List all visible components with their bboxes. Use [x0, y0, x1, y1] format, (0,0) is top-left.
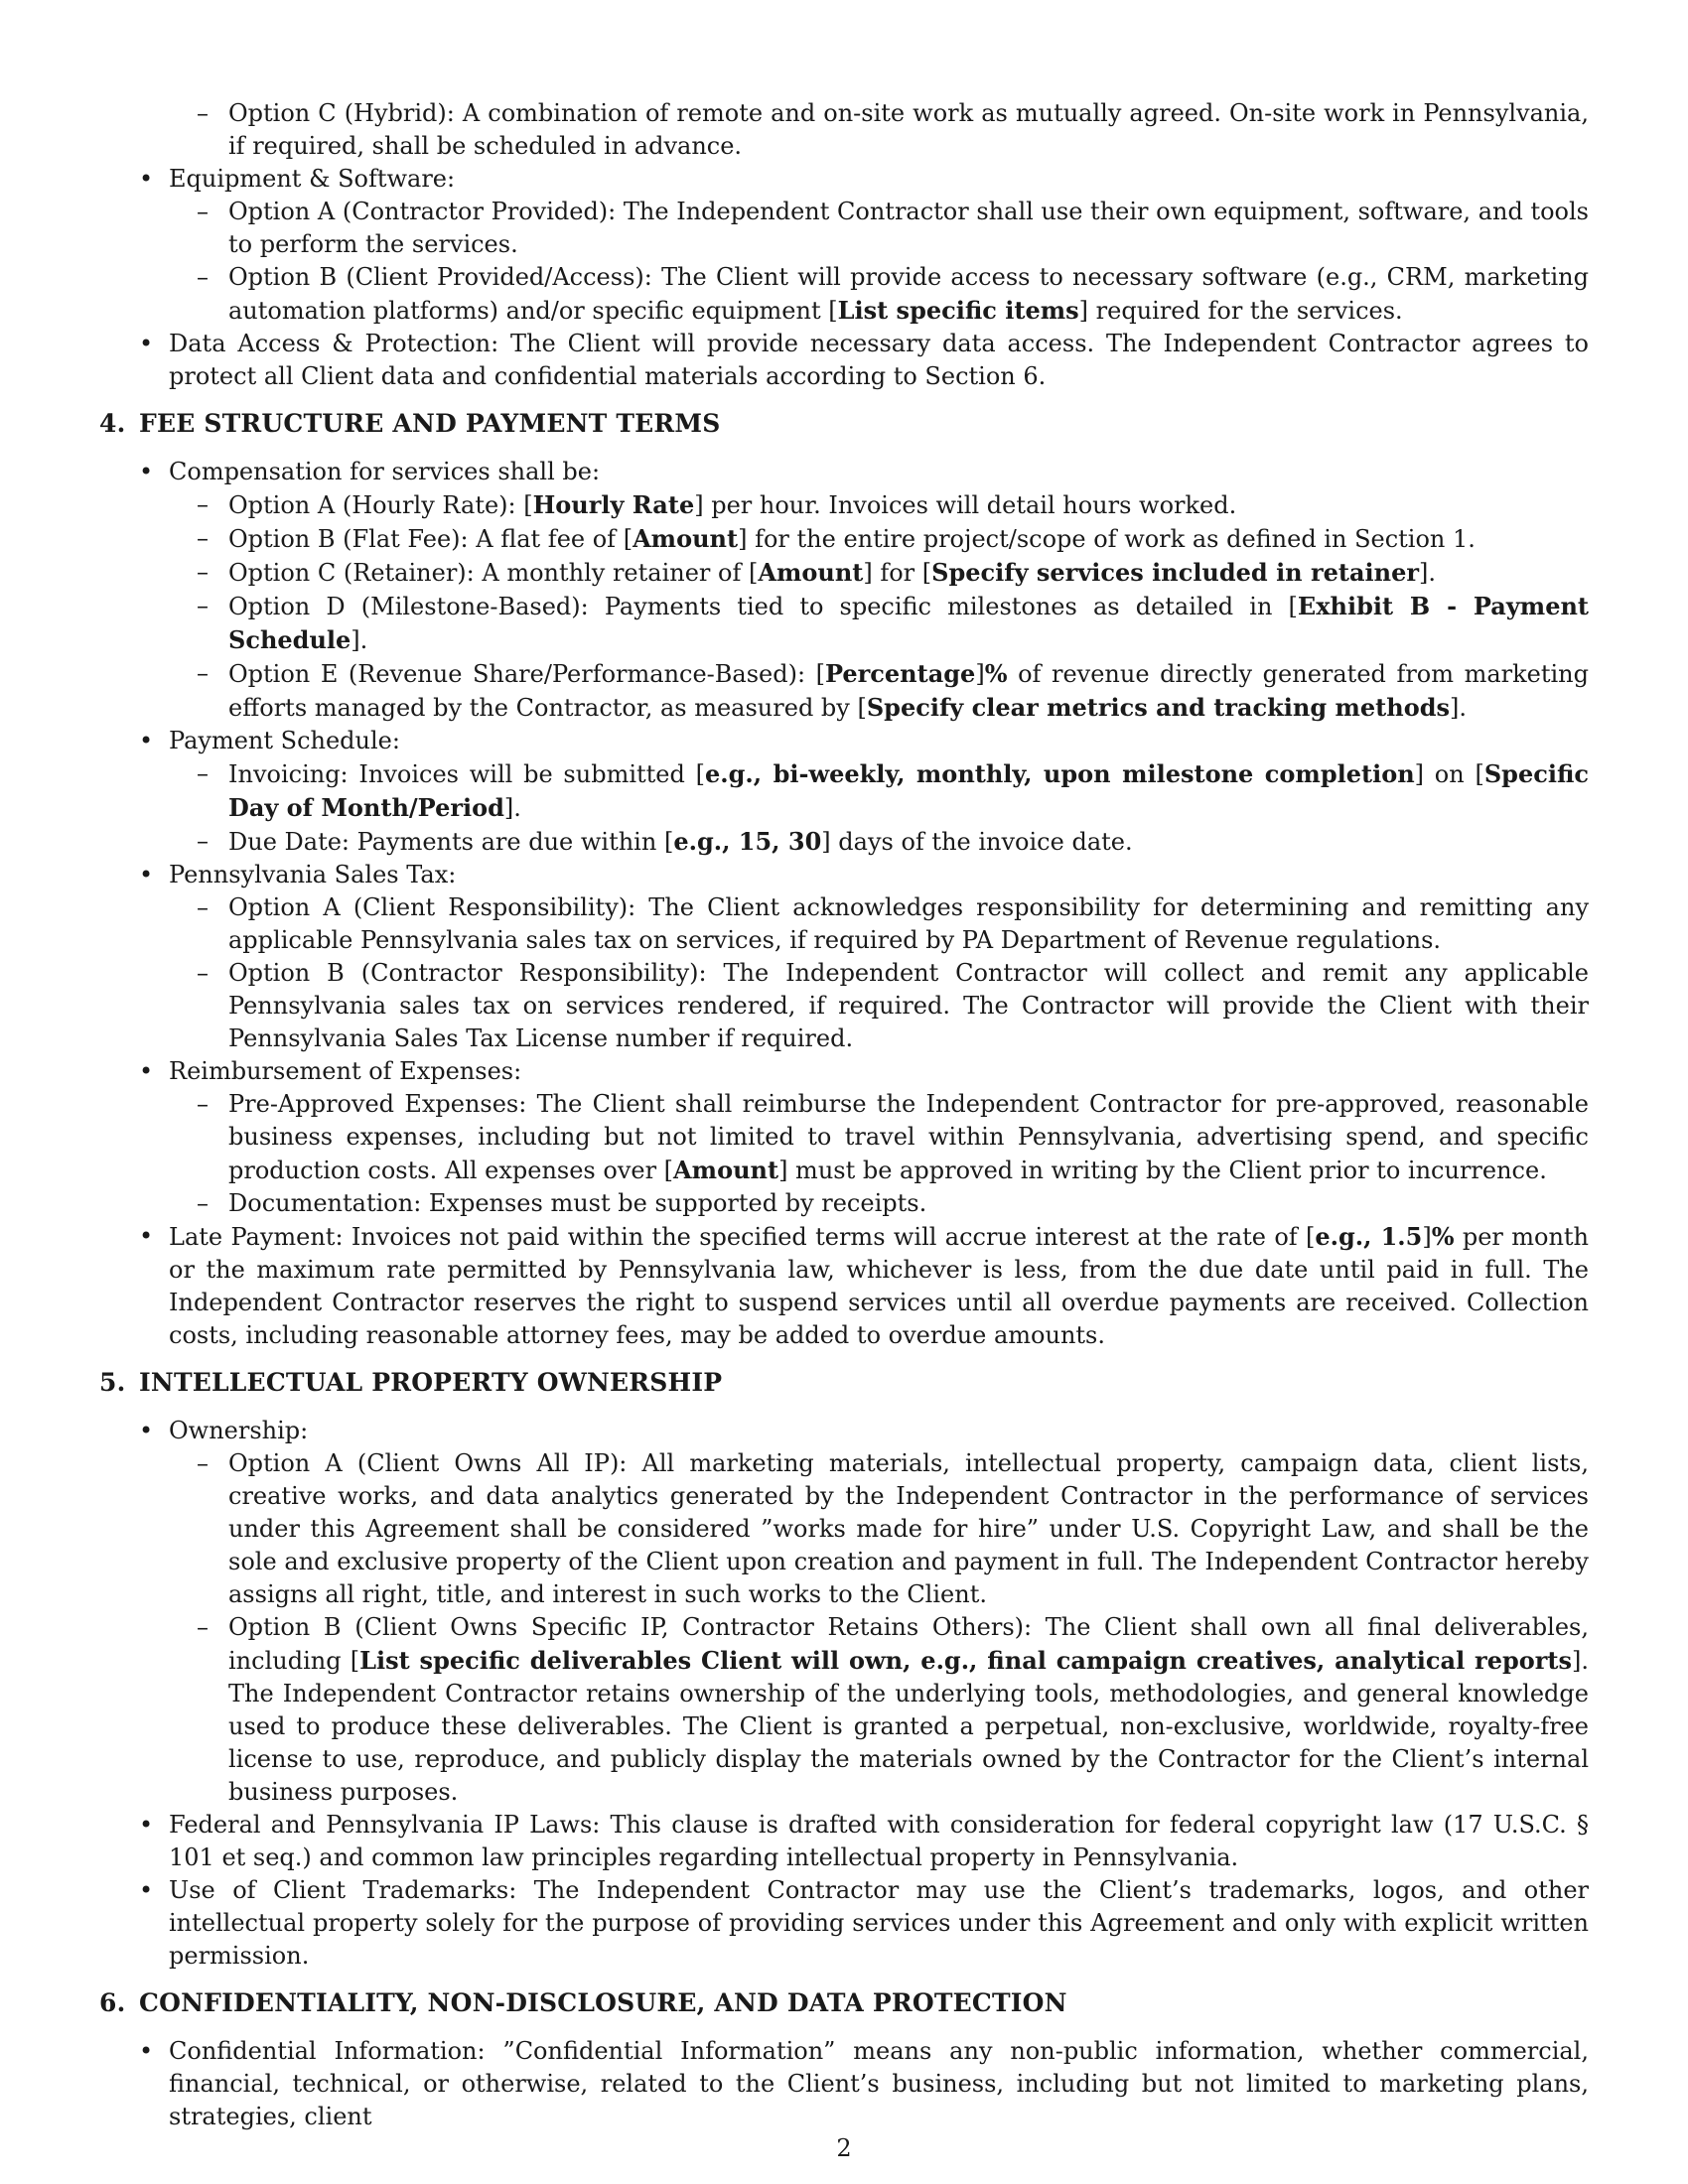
- late-payment-tail: per month or the maximum rate permitted by Pennsylvania law, whichever is less, from the due date until paid in full. The Independent Contractor reserves the right to suspend services until all overdue payments are received. Collection costs, including reasonable attorney fees, may be added to overdue amounts.: [169, 1223, 1590, 1349]
- amount-placeholder: Amount: [758, 558, 864, 587]
- dash-marker: –: [197, 558, 209, 586]
- fee-option-d-tail: ].: [351, 626, 368, 654]
- dash-marker: –: [197, 99, 209, 127]
- ip-laws-item: [139, 1809, 1589, 1874]
- ip-option-b: [197, 1611, 1590, 1809]
- fee-option-c-text: Option C (Retainer): A monthly retainer of [: [228, 559, 759, 587]
- fee-option-a-text: Option A (Hourly Rate): [: [228, 491, 533, 519]
- late-payment-text: Late Payment: Invoices not paid within the specified terms will accrue interest at the rate of [: [169, 1223, 1316, 1251]
- confidential-info-item: [139, 2035, 1589, 2133]
- fee-option-e-tail: ].: [1450, 694, 1467, 722]
- dash-marker: –: [197, 827, 209, 855]
- ip-option-a-text: Option A (Client Owns All IP): All marketing materials, intellectual property, campaign data, client lists, creative works, and data analytics generated by the Independent Contractor in the performance of services under this Agreement shall be considered ”works made for hire” under U.S. Copyright Law, and shall be the sole and exclusive property of the Client upon creation and payment in full. The Independent Contractor hereby assigns all right, title, and interest in such works to the Client.: [228, 1449, 1589, 1608]
- invoicing-text: Invoicing: Invoices will be submitted [: [228, 760, 705, 788]
- section-title: FEE STRUCTURE AND PAYMENT TERMS: [139, 409, 721, 438]
- dash-marker: –: [197, 592, 209, 619]
- trademarks-item: [139, 1874, 1589, 1973]
- invoice-day-placeholder: Specific Day of Month/Period: [228, 759, 1590, 822]
- sales-tax-item: [139, 859, 1589, 891]
- ownership-item: [139, 1415, 1589, 1447]
- bullet-marker: •: [139, 2037, 154, 2065]
- fee-option-b-tail: ] for the entire project/scope of work as defined in Section 1.: [738, 525, 1476, 553]
- equipment-option-b-tail: ] required for the services.: [1078, 297, 1403, 325]
- document-page: [99, 97, 1589, 2133]
- fee-option-b-text: Option B (Flat Fee): A flat fee of [: [228, 525, 633, 553]
- fee-option-a: [197, 488, 1589, 522]
- data-access-text: Data Access & Protection: The Client will provide necessary data access. The Independent Contractor agrees to protect all Client data and confidential materials according to Section 6.: [169, 330, 1589, 390]
- percent-sign: %: [1431, 1222, 1455, 1251]
- tax-option-a: [197, 891, 1589, 957]
- hourly-rate-placeholder: Hourly Rate: [532, 490, 695, 519]
- sales-tax-label: Pennsylvania Sales Tax:: [169, 861, 457, 888]
- invoicing-tail: ].: [503, 794, 521, 822]
- interest-rate-placeholder: e.g., 1.5: [1315, 1222, 1423, 1251]
- retainer-services-placeholder: Specify services included in retainer: [931, 558, 1420, 587]
- compensation-item: [139, 456, 1589, 488]
- dash-marker: –: [197, 524, 209, 552]
- section-4-heading: [99, 407, 1589, 440]
- equipment-option-a-text: Option A (Contractor Provided): The Independent Contractor shall use their own equipment, software, and tools to perform the services.: [228, 198, 1589, 258]
- ip-laws-text: Federal and Pennsylvania IP Laws: This clause is drafted with consideration for federal copyright law (17 U.S.C. § 101 et seq.) and common law principles regarding intellectual property in Pennsylvania.: [169, 1811, 1589, 1871]
- dash-marker: –: [197, 1189, 209, 1217]
- equipment-option-a: [197, 196, 1589, 261]
- equipment-placeholder: List specific items: [837, 296, 1079, 325]
- deliverables-placeholder: List specific deliverables Client will own, e.g., final campaign creatives, analytical reports: [359, 1646, 1573, 1675]
- payment-schedule-label: Payment Schedule:: [169, 727, 400, 754]
- fee-option-e: [197, 657, 1589, 725]
- amount-placeholder: Amount: [633, 524, 739, 553]
- due-date-text: Due Date: Payments are due within [: [228, 828, 674, 856]
- reimbursement-label: Reimbursement of Expenses:: [169, 1057, 522, 1085]
- fee-option-c-mid: ] for [: [863, 559, 932, 587]
- dash-marker: –: [197, 198, 209, 225]
- tax-option-b: [197, 957, 1589, 1055]
- invoicing-mid: ] on [: [1414, 760, 1484, 788]
- section-5-heading: [99, 1366, 1589, 1399]
- equipment-option-b: [197, 261, 1589, 328]
- equipment-label: Equipment & Software:: [169, 165, 456, 193]
- ip-option-b-text: Option B (Client Owns Specific IP, Contractor Retains Others): The Client shall own all final deliverables, including [: [228, 1613, 1589, 1675]
- documentation-text: Documentation: Expenses must be supported by receipts.: [228, 1189, 927, 1217]
- invoicing-item: [197, 757, 1590, 825]
- bullet-marker: •: [139, 1222, 154, 1250]
- bullet-marker: •: [139, 458, 154, 485]
- section-6-heading: [99, 1986, 1589, 2019]
- due-date-tail: ] days of the invoice date.: [821, 828, 1133, 856]
- hybrid-option-text: Option C (Hybrid): A combination of remote and on-site work as mutually agreed. On-site work in Pennsylvania, if required, shall be scheduled in advance.: [228, 99, 1589, 160]
- equipment-option-b-text: Option B (Client Provided/Access): The Client will provide access to necessary software (e.g., CRM, marketing automation platforms) and/or specific equipment [: [228, 263, 1589, 325]
- compensation-label: Compensation for services shall be:: [169, 458, 601, 485]
- bullet-marker: •: [139, 330, 154, 357]
- fee-option-d: [197, 590, 1589, 657]
- section-title: CONFIDENTIALITY, NON-DISCLOSURE, AND DATA PROTECTION: [139, 1988, 1067, 2017]
- ip-option-b-tail: ]. The Independent Contractor retains ownership of the underlying tools, methodologies, and general knowledge used to produce these deliverables. The Client is granted a perpetual, non-exclusive, worldwide, royalty-free license to use, reproduce, and publicly display the materials owned by the Contractor for the Client’s internal business purposes.: [228, 1647, 1590, 1806]
- bracket-close: ]: [975, 660, 985, 688]
- fee-option-e-text: Option E (Revenue Share/Performance-Based): [: [228, 660, 825, 688]
- dash-marker: –: [197, 759, 209, 787]
- bullet-marker: •: [139, 1811, 154, 1839]
- metrics-placeholder: Specify clear metrics and tracking methods: [866, 693, 1450, 722]
- dash-marker: –: [197, 263, 209, 291]
- bullet-marker: •: [139, 165, 154, 193]
- page-number: 2: [836, 2134, 852, 2162]
- invoice-frequency-placeholder: e.g., bi-weekly, monthly, upon milestone completion: [705, 759, 1415, 788]
- exhibit-b-placeholder: Exhibit B - Payment Schedule: [228, 592, 1589, 654]
- dash-marker: –: [197, 1090, 209, 1118]
- dash-marker: –: [197, 959, 209, 987]
- pre-approved-text: Pre-Approved Expenses: The Client shall reimburse the Independent Contractor for pre-approved, reasonable business expenses, including but not limited to travel within Pennsylvania, advertising spend, and specific production costs. All expenses over [: [228, 1090, 1589, 1184]
- percentage-placeholder: Percentage: [824, 659, 976, 688]
- amount-placeholder: Amount: [673, 1156, 779, 1184]
- data-access-item: [139, 328, 1589, 393]
- section-number: 6.: [99, 1988, 126, 2017]
- trademarks-text: Use of Client Trademarks: The Independent Contractor may use the Client’s trademarks, logos, and other intellectual property solely for the purpose of providing services under this Agreement and only with explicit written permission.: [169, 1876, 1589, 1970]
- bracket-close: ]: [1422, 1223, 1432, 1251]
- pre-approved-expenses-item: [197, 1088, 1589, 1187]
- confidential-info-text: Confidential Information: ”Confidential Information” means any non-public information, whether commercial, financial, technical, or otherwise, related to the Client’s business, including but not limited to marketing plans, strategies, client: [169, 2037, 1589, 2130]
- due-date-item: [197, 825, 1589, 859]
- dash-marker: –: [197, 1449, 209, 1477]
- fee-option-d-text: Option D (Milestone-Based): Payments tied to specific milestones as detailed in [: [228, 593, 1298, 620]
- bullet-marker: •: [139, 861, 154, 888]
- ownership-label: Ownership:: [169, 1417, 309, 1444]
- percent-sign: %: [984, 659, 1008, 688]
- dash-marker: –: [197, 893, 209, 921]
- late-payment-item: [139, 1220, 1590, 1352]
- fee-option-b: [197, 522, 1589, 556]
- due-days-placeholder: e.g., 15, 30: [673, 827, 822, 856]
- reimbursement-item: [139, 1055, 1589, 1088]
- ip-option-a: [197, 1447, 1589, 1611]
- hybrid-option-item: [197, 97, 1589, 163]
- bullet-marker: •: [139, 1876, 154, 1904]
- dash-marker: –: [197, 659, 209, 687]
- bullet-marker: •: [139, 727, 154, 754]
- tax-option-a-text: Option A (Client Responsibility): The Client acknowledges responsibility for determining and remitting any applicable Pennsylvania sales tax on services, if required by PA Department of Revenue regulations.: [228, 893, 1589, 954]
- fee-option-c: [197, 556, 1589, 590]
- documentation-item: [197, 1187, 1589, 1220]
- tax-option-b-text: Option B (Contractor Responsibility): The Independent Contractor will collect and remit any applicable Pennsylvania sales tax on services rendered, if required. The Contractor will provide the Client with their Pennsylvania Sales Tax License number if required.: [228, 959, 1589, 1052]
- section-number: 5.: [99, 1368, 126, 1397]
- equipment-item: [139, 163, 1589, 196]
- dash-marker: –: [197, 1613, 209, 1641]
- pre-approved-tail: ] must be approved in writing by the Client prior to incurrence.: [778, 1157, 1547, 1184]
- section-number: 4.: [99, 409, 126, 438]
- fee-option-c-tail: ].: [1419, 559, 1437, 587]
- dash-marker: –: [197, 490, 209, 518]
- fee-option-e-mid: of revenue directly generated from marketing efforts managed by the Contractor, as measured by [: [228, 660, 1589, 722]
- bullet-marker: •: [139, 1057, 154, 1085]
- section-title: INTELLECTUAL PROPERTY OWNERSHIP: [139, 1368, 723, 1397]
- fee-option-a-tail: ] per hour. Invoices will detail hours worked.: [694, 491, 1237, 519]
- bullet-marker: •: [139, 1417, 154, 1444]
- payment-schedule-item: [139, 725, 1589, 757]
